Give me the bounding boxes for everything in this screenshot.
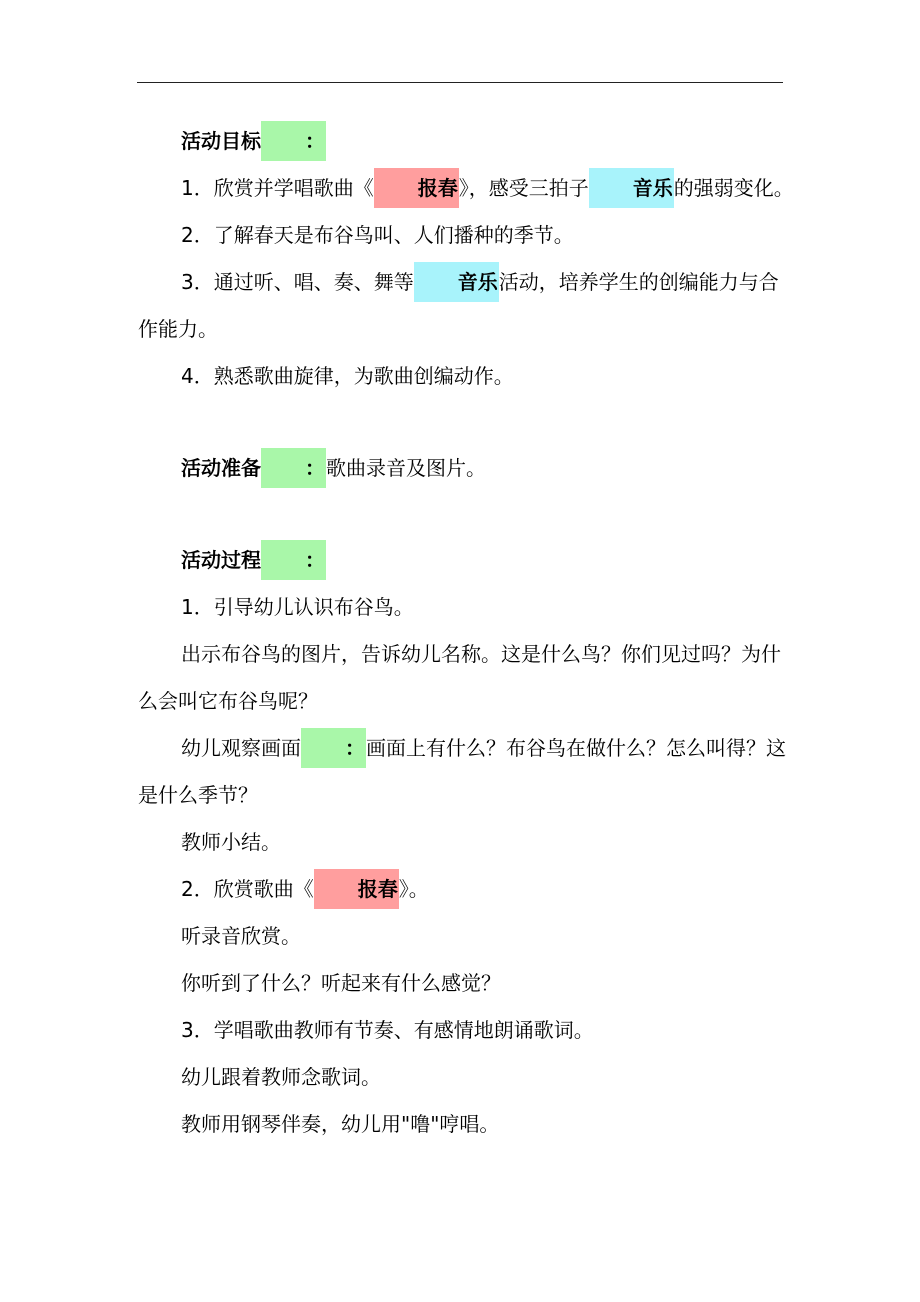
spacer bbox=[138, 492, 788, 537]
process-step-2-para-2: 你听到了什么？听起来有什么感觉？ bbox=[181, 971, 501, 995]
process-step-2 bbox=[138, 866, 788, 913]
goal-heading-colon: ： bbox=[261, 121, 326, 161]
process-step-1-para-2-colon: ： bbox=[301, 728, 366, 768]
process-step-3: 3．学唱歌曲教师有节奏、有感情地朗诵歌词。 bbox=[181, 1018, 594, 1042]
goal-item-4: 4．熟悉歌曲旋律，为歌曲创编动作。 bbox=[181, 364, 514, 388]
process-heading bbox=[138, 537, 788, 584]
goal-item-2: 2．了解春天是布谷鸟叫、人们播种的季节。 bbox=[181, 223, 574, 247]
goal-item-1-part-a: 1．欣赏并学唱歌曲《 bbox=[181, 176, 374, 200]
spacer bbox=[138, 400, 788, 445]
process-step-1-para-2-part-b: 画面上有什么？布谷鸟在做什么？怎么叫得？这是什么季节？ bbox=[138, 736, 786, 807]
process-step-1-para-2-part-a: 幼儿观察画面 bbox=[181, 736, 301, 760]
highlight-song-title: 报春 bbox=[374, 168, 459, 208]
process-step-1: 1．引导幼儿认识布谷鸟。 bbox=[181, 595, 414, 619]
header-rule bbox=[137, 82, 783, 83]
goal-item-3 bbox=[138, 259, 788, 353]
process-step-1-para-1: 出示布谷鸟的图片，告诉幼儿名称。这是什么鸟？你们见过吗？为什么会叫它布谷鸟呢？ bbox=[138, 642, 781, 713]
prep-heading-colon: ： bbox=[261, 448, 326, 488]
process-step-2-para-1: 听录音欣赏。 bbox=[181, 924, 301, 948]
goal-heading-text: 活动目标 bbox=[181, 129, 261, 153]
highlight-music: 音乐 bbox=[589, 168, 674, 208]
highlight-song-title: 报春 bbox=[314, 869, 399, 909]
process-step-2-part-a: 2．欣赏歌曲《 bbox=[181, 877, 314, 901]
goal-item-3-part-b: 活动，培养学生的创编能力与合作能力。 bbox=[138, 270, 779, 341]
goal-heading bbox=[138, 118, 788, 165]
prep-paragraph bbox=[138, 445, 788, 492]
process-heading-text: 活动过程 bbox=[181, 548, 261, 572]
prep-heading: 活动准备 bbox=[181, 456, 261, 480]
process-step-1-para-3: 教师小结。 bbox=[181, 830, 281, 854]
process-heading-colon: ： bbox=[261, 540, 326, 580]
goal-item-3-part-a: 3．通过听、唱、奏、舞等 bbox=[181, 270, 414, 294]
goal-item-1-part-c: 的强弱变化。 bbox=[673, 176, 794, 200]
prep-text: 歌曲录音及图片。 bbox=[326, 456, 486, 480]
process-step-2-part-b: 》。 bbox=[398, 877, 429, 901]
document-body bbox=[138, 118, 794, 1148]
goal-item-1-part-b: 》，感受三拍子 bbox=[458, 176, 589, 200]
process-step-1-para-2 bbox=[138, 725, 788, 819]
goal-item-1 bbox=[138, 165, 794, 212]
highlight-music: 音乐 bbox=[414, 262, 499, 302]
process-step-3-para-1: 幼儿跟着教师念歌词。 bbox=[181, 1065, 381, 1089]
process-step-3-para-2: 教师用钢琴伴奏，幼儿用"噜"哼唱。 bbox=[181, 1112, 500, 1136]
